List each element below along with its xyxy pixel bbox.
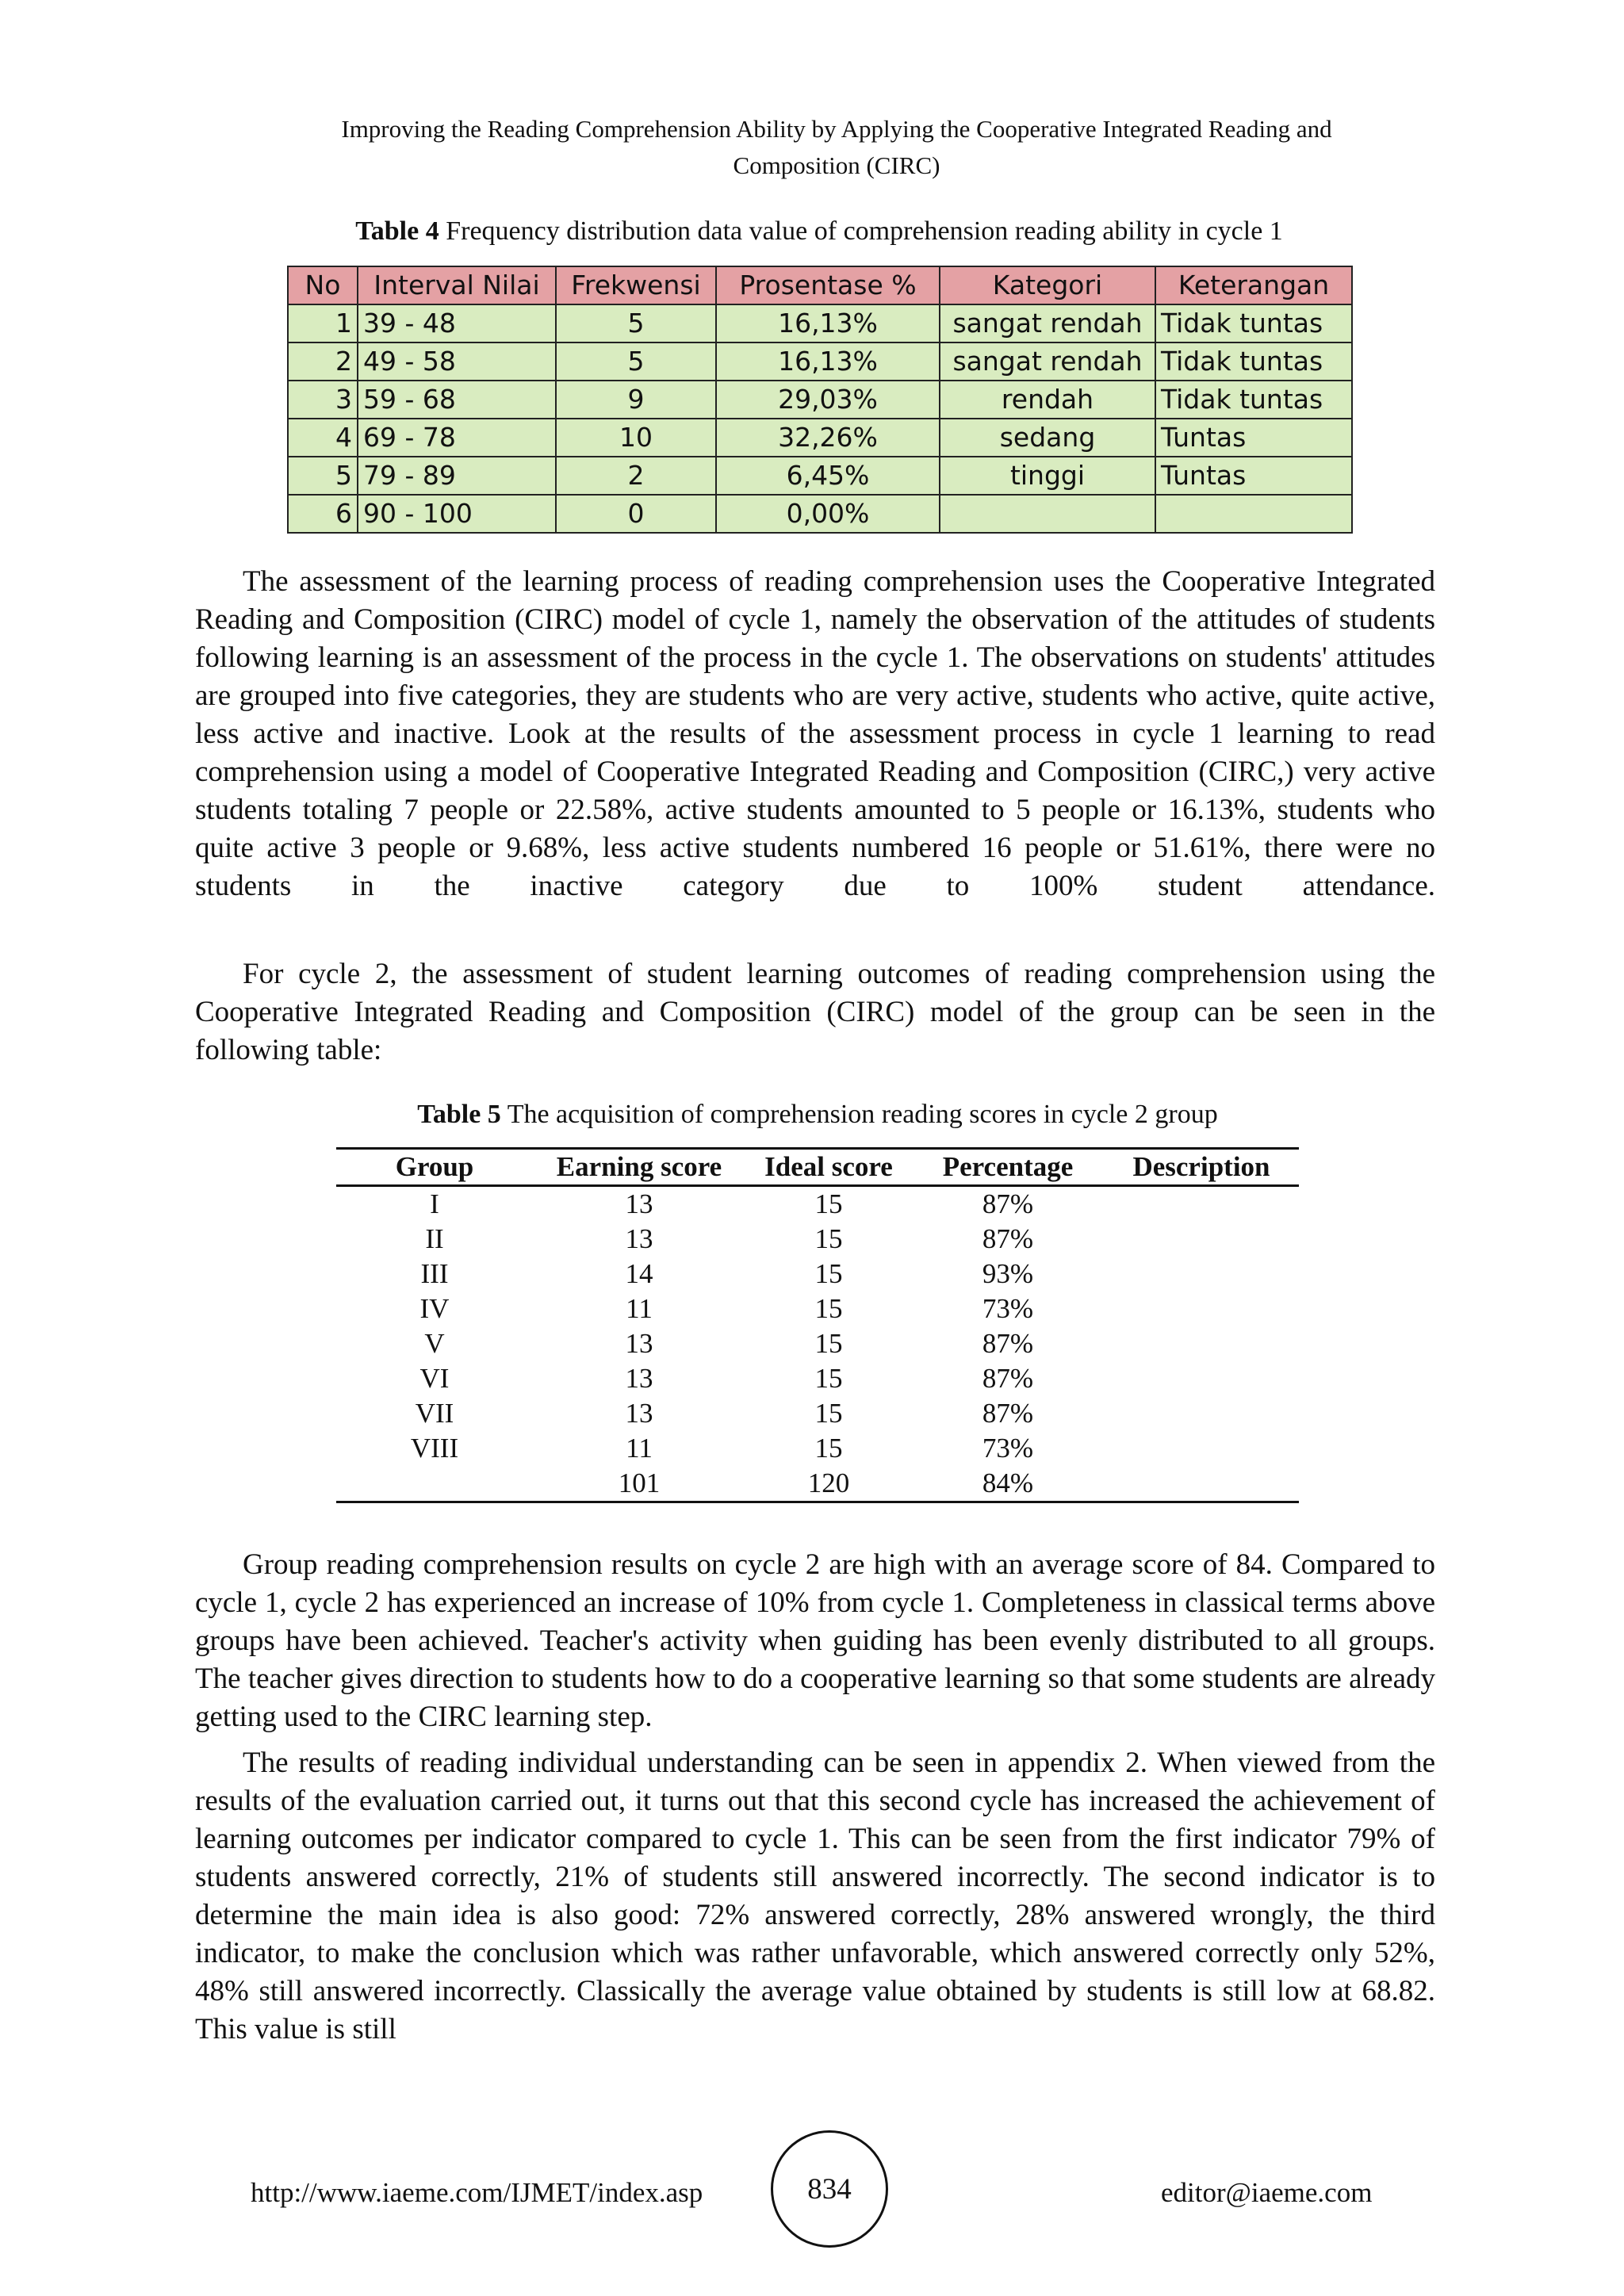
table4-cell: 0,00% xyxy=(716,495,940,533)
table5-cell: 87% xyxy=(982,1188,1034,1219)
table5-cell: 87% xyxy=(982,1328,1034,1359)
table5 xyxy=(336,1147,1299,1503)
running-header-line-2: Composition (CIRC) xyxy=(733,151,940,179)
table5-cell: IV xyxy=(419,1293,450,1324)
table4-cell xyxy=(1155,495,1352,533)
table5-header-cell: Group xyxy=(336,1149,533,1186)
table5-cell xyxy=(336,1466,533,1502)
table4-cell: 49 - 58 xyxy=(358,342,556,381)
footer-url[interactable]: http://www.iaeme.com/IJMET/index.asp xyxy=(251,2177,703,2208)
table5-row xyxy=(336,1222,1299,1257)
table4-cell: 2 xyxy=(288,342,358,381)
table4-row xyxy=(288,304,1352,342)
table5-row xyxy=(336,1361,1299,1396)
table5-cell: 13 xyxy=(625,1328,653,1359)
table5-cell: 120 xyxy=(745,1466,912,1502)
table4-header-cell: Kategori xyxy=(940,266,1155,304)
page-number: 834 xyxy=(771,2130,888,2248)
table4-cell xyxy=(940,495,1155,533)
table5-cell: 13 xyxy=(625,1223,653,1254)
table5-cell: 15 xyxy=(814,1363,843,1394)
table5-row xyxy=(336,1186,1299,1223)
footer-email[interactable]: editor@iaeme.com xyxy=(1161,2177,1373,2208)
table4-header-cell: Interval Nilai xyxy=(358,266,556,304)
table5-cell: 87% xyxy=(982,1363,1034,1394)
table5-cell: V xyxy=(424,1328,445,1359)
table5-cell: 11 xyxy=(626,1293,653,1324)
table5-cell xyxy=(1104,1361,1299,1396)
table4-cell: Tidak tuntas xyxy=(1155,342,1352,381)
table5-cell: VIII xyxy=(410,1433,459,1464)
table5-header-cell: Description xyxy=(1104,1149,1299,1186)
table5-cell: 15 xyxy=(814,1223,843,1254)
table5-cell: 13 xyxy=(625,1363,653,1394)
table4-cell: 5 xyxy=(288,457,358,495)
table4-header-cell: Prosentase % xyxy=(716,266,940,304)
running-header xyxy=(262,111,1411,184)
table5-cell: II xyxy=(425,1223,444,1254)
table4-cell: 10 xyxy=(556,419,716,457)
table5-cell: 87% xyxy=(982,1223,1034,1254)
table5-cell: 15 xyxy=(814,1433,843,1464)
table5-cell xyxy=(1104,1396,1299,1431)
table4-cell: 1 xyxy=(288,304,358,342)
paragraph-cycle2-intro: For cycle 2, the assessment of student learning outcomes of reading comprehension using the Cooperative Integrated Reading and Composition (CIRC) model of the group can be seen in the following table: xyxy=(195,958,1435,1066)
table5-cell: 101 xyxy=(533,1466,745,1502)
table4-caption xyxy=(238,216,1400,247)
table4-header-cell: No xyxy=(288,266,358,304)
table5-cell: I xyxy=(430,1188,439,1219)
table4-cell: 79 - 89 xyxy=(358,457,556,495)
table5-cell xyxy=(1104,1431,1299,1466)
paragraph-individual-results: The results of reading individual understanding can be seen in appendix 2. When viewed from the results of the evaluation carried out, it turns out that this second cycle has increased the achievement of learning outcomes per indicator compared to cycle 1. This can be seen from the first indicator 79% of students answered correctly, 21% of students still answered incorrectly. The second indicator is to determine the main idea is also good: 72% answered correctly, 28% answered wrongly, the third indicator, to make the conclusion which was rather unfavorable, which answered correctly only 52%, 48% still answered incorrectly. Classically the average value obtained by students is still low at 68.82. This value is still xyxy=(195,1747,1435,2045)
table5-cell: 15 xyxy=(814,1398,843,1429)
table5-cell: 87% xyxy=(982,1398,1034,1429)
table5-row xyxy=(336,1326,1299,1361)
table5-row xyxy=(336,1257,1299,1292)
table4-cell: Tidak tuntas xyxy=(1155,304,1352,342)
table5-cell xyxy=(1104,1257,1299,1292)
table4-row xyxy=(288,342,1352,381)
table4-cell: Tidak tuntas xyxy=(1155,381,1352,419)
table4-cell: 6 xyxy=(288,495,358,533)
table4-cell: 9 xyxy=(556,381,716,419)
table5-cell: VI xyxy=(419,1363,450,1394)
table5-cell: III xyxy=(420,1258,449,1289)
table4-header-row xyxy=(288,266,1352,304)
table4-header-cell: Frekwensi xyxy=(556,266,716,304)
table5-cell xyxy=(1104,1186,1299,1223)
table4-cell: 69 - 78 xyxy=(358,419,556,457)
table4-cell: sangat rendah xyxy=(940,342,1155,381)
table4-cell: 16,13% xyxy=(716,304,940,342)
table5-cell xyxy=(1104,1466,1299,1502)
table5-cell: 15 xyxy=(814,1328,843,1359)
table5-header-cell: Percentage xyxy=(912,1149,1104,1186)
table4-cell: sangat rendah xyxy=(940,304,1155,342)
table4-row xyxy=(288,419,1352,457)
table4-cell: 16,13% xyxy=(716,342,940,381)
table4-cell: 39 - 48 xyxy=(358,304,556,342)
table5-caption-label: Table 5 xyxy=(417,1100,501,1129)
table4-cell: 29,03% xyxy=(716,381,940,419)
table5-total-row xyxy=(336,1466,1299,1502)
table5-cell: 15 xyxy=(814,1188,843,1219)
table5-cell xyxy=(1104,1326,1299,1361)
table4-caption-text: Frequency distribution data value of comprehension reading ability in cycle 1 xyxy=(439,216,1283,246)
table5-header-cell: Ideal score xyxy=(745,1149,912,1186)
table5-row xyxy=(336,1396,1299,1431)
table5-cell: 15 xyxy=(814,1258,843,1289)
table5-cell: 93% xyxy=(982,1258,1034,1289)
table4-cell: 3 xyxy=(288,381,358,419)
table4-cell: 5 xyxy=(556,304,716,342)
table5-cell xyxy=(1104,1222,1299,1257)
table5-caption xyxy=(317,1099,1318,1131)
table4-cell: 0 xyxy=(556,495,716,533)
table5-cell: 73% xyxy=(982,1433,1034,1464)
table5-cell: 73% xyxy=(982,1293,1034,1324)
table5-cell xyxy=(1104,1292,1299,1326)
table4 xyxy=(287,266,1353,534)
table5-cell: 13 xyxy=(625,1188,653,1219)
table4-cell: 59 - 68 xyxy=(358,381,556,419)
table4-cell: rendah xyxy=(940,381,1155,419)
table4-cell: 2 xyxy=(556,457,716,495)
table5-cell: 15 xyxy=(814,1293,843,1324)
table4-row xyxy=(288,495,1352,533)
table4-header-cell: Keterangan xyxy=(1155,266,1352,304)
table4-row xyxy=(288,381,1352,419)
table4-cell: tinggi xyxy=(940,457,1155,495)
table5-header-row xyxy=(336,1149,1299,1186)
table5-row xyxy=(336,1431,1299,1466)
table4-cell: 32,26% xyxy=(716,419,940,457)
table5-row xyxy=(336,1292,1299,1326)
running-header-line-1: Improving the Reading Comprehension Ability by Applying the Cooperative Integrated Reading and xyxy=(341,115,1332,143)
table5-cell: 84% xyxy=(912,1466,1104,1502)
table5-cell: 14 xyxy=(625,1258,653,1289)
table4-cell: 5 xyxy=(556,342,716,381)
table4-cell: 4 xyxy=(288,419,358,457)
table4-cell: 6,45% xyxy=(716,457,940,495)
table4-caption-label: Table 4 xyxy=(355,216,439,246)
paragraph-cycle1-attitudes: The assessment of the learning process of reading comprehension uses the Cooperative Integrated Reading and Composition (CIRC) model of cycle 1, namely the observation of the attitudes of students following learning is an assessment of the process in the cycle 1. The observations on students' attitudes are grouped into five categories, they are students who are very active, students who active, quite active, less active and inactive. Look at the results of the assessment process in cycle 1 learning to read comprehension using a model of Cooperative Integrated Reading and Composition (CIRC,) very active students totaling 7 people or 22.58%, active students amounted to 5 people or 16.13%, students who quite active 3 people or 9.68%, less active students numbered 16 people or 51.61%, there were no students in the inactive category due to 100% student attendance. xyxy=(195,565,1435,902)
table4-row xyxy=(288,457,1352,495)
table5-caption-text: The acquisition of comprehension reading scores in cycle 2 group xyxy=(500,1100,1218,1129)
table4-cell: Tuntas xyxy=(1155,457,1352,495)
table5-header-cell: Earning score xyxy=(533,1149,745,1186)
table5-cell: 11 xyxy=(626,1433,653,1464)
table5-cell: VII xyxy=(415,1398,454,1429)
table4-cell: 90 - 100 xyxy=(358,495,556,533)
table4-cell: Tuntas xyxy=(1155,419,1352,457)
table5-cell: 13 xyxy=(625,1398,653,1429)
paragraph-cycle2-results: Group reading comprehension results on cycle 2 are high with an average score of 84. Compared to cycle 1, cycle 2 has experienced an increase of 10% from cycle 1. Completeness in classical terms above groups have been achieved. Teacher's activity when guiding has been evenly distributed to all groups. The teacher gives direction to students how to do a cooperative learning so that some students are already getting used to the CIRC learning step. xyxy=(195,1548,1435,1733)
table4-cell: sedang xyxy=(940,419,1155,457)
